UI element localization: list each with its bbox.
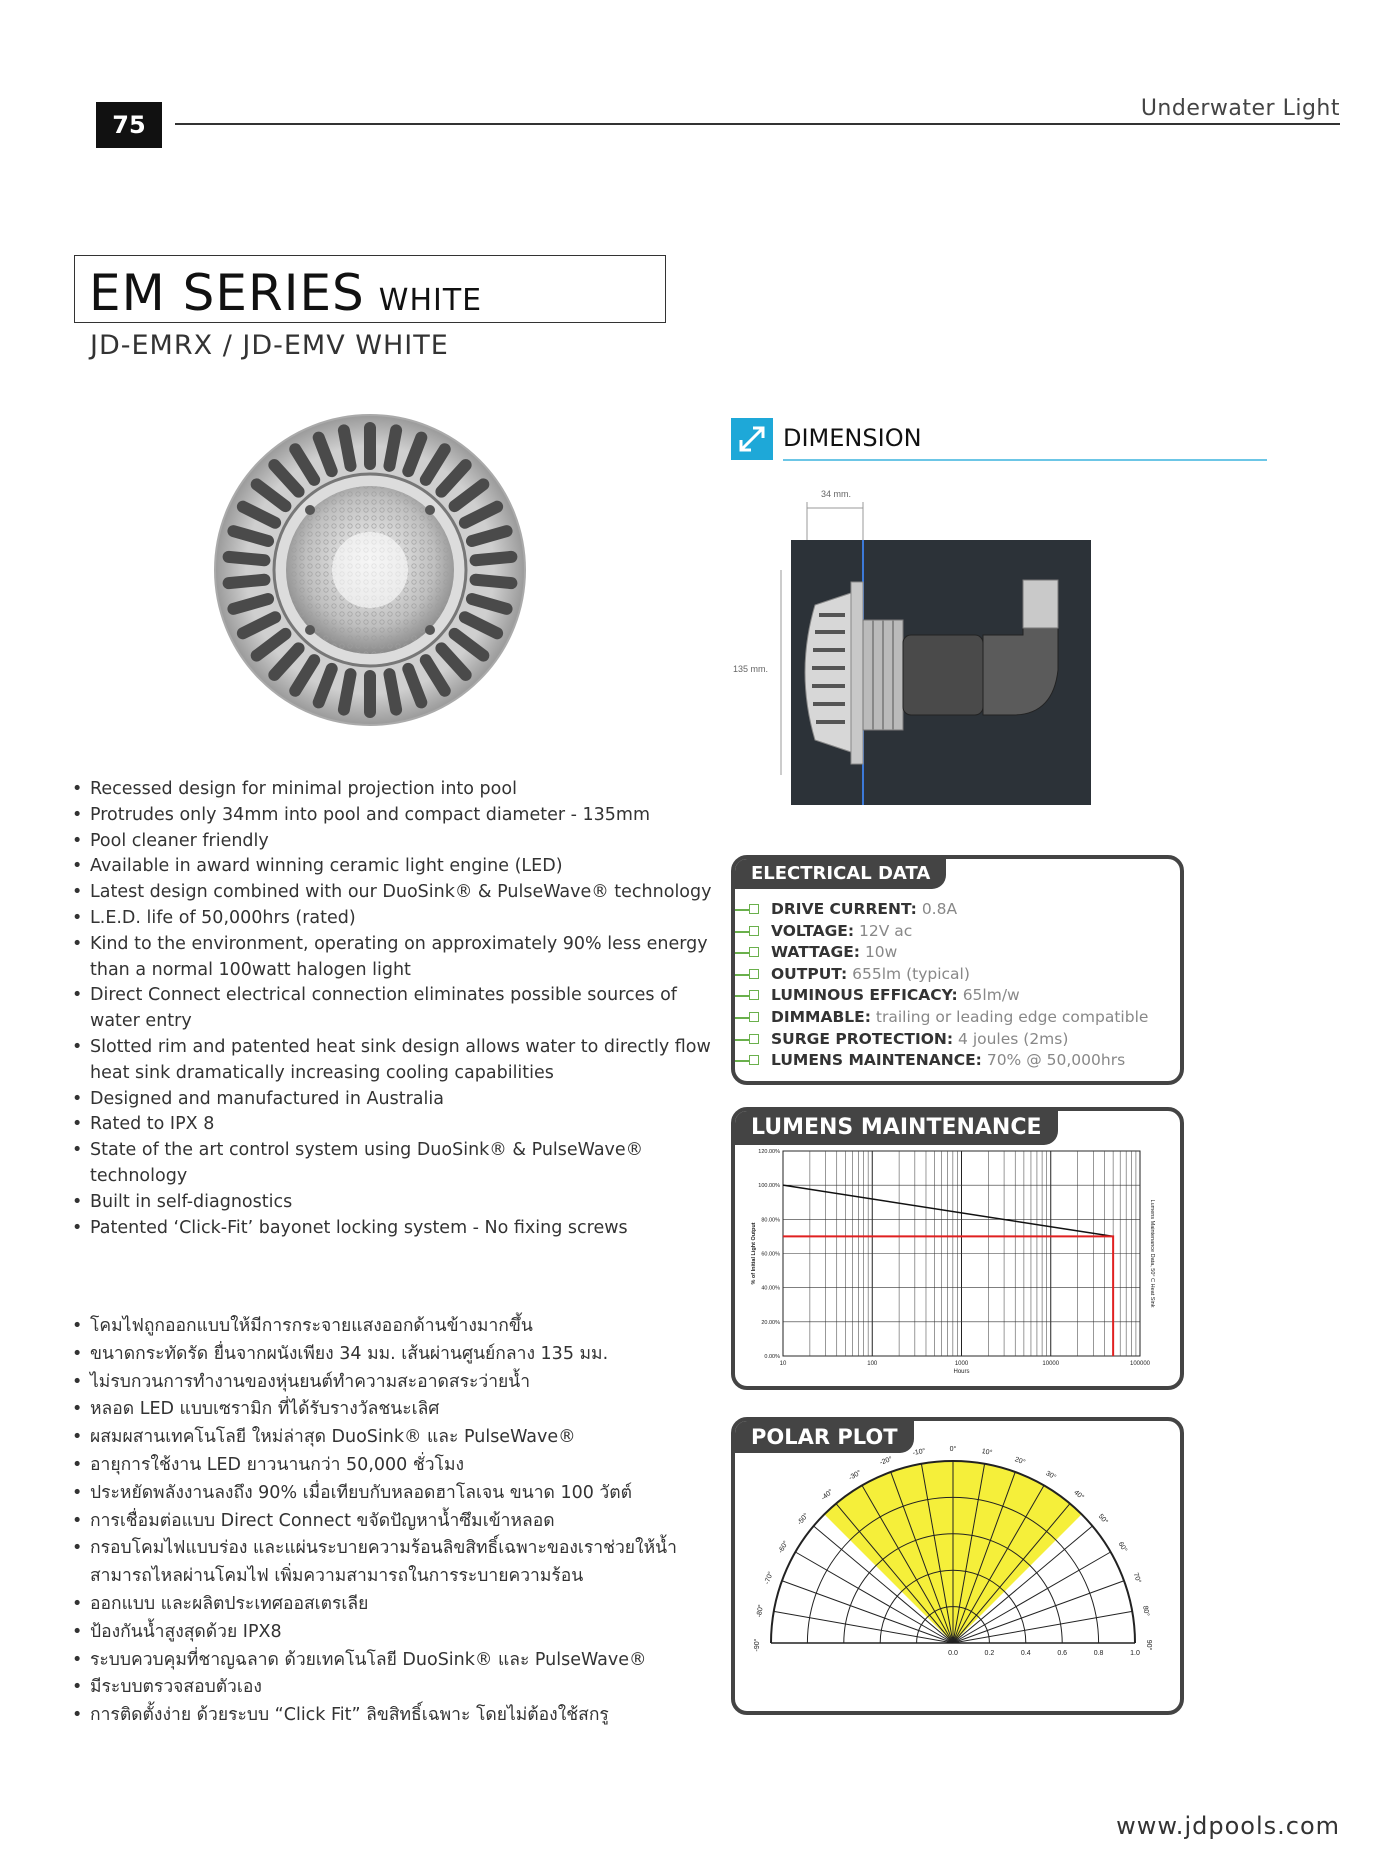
electrical-value: 65lm/w xyxy=(962,986,1020,1005)
electrical-label: DRIVE CURRENT: xyxy=(771,900,917,918)
feature-item-thai: • การเชื่อมต่อแบบ Direct Connect ขจัดปัญหาน้ำซึมเข้าหลอด xyxy=(72,1508,732,1536)
electrical-label: LUMENS MAINTENANCE: xyxy=(771,1051,982,1070)
feature-item: • Built in self-diagnostics xyxy=(72,1190,712,1216)
y-tick-label: 0.00% xyxy=(764,1354,780,1360)
feature-item-thai: • กรอบโคมไฟแบบร่อง และแผ่นระบายความร้อนลิขสิทธิ์เฉพาะของเราช่วยให้น้ำสามารถไหลผ่านโคมไฟ เพิ่มความสามารถในการระบายความร้อน xyxy=(72,1535,732,1591)
y-axis-label: % of Initial Light Output xyxy=(751,1222,757,1285)
footer-website: www.jdpools.com xyxy=(1116,1812,1340,1840)
y-tick-label: 20.00% xyxy=(761,1319,780,1326)
electrical-row xyxy=(735,942,1180,964)
electrical-value: trailing or leading edge compatible xyxy=(875,1007,1149,1026)
feature-item-thai: • ขนาดกระทัดรัด ยื่นจากผนังเพียง 34 มม. เส้นผ่านศูนย์กลาง 135 มม. xyxy=(72,1341,732,1369)
dimension-title: DIMENSION xyxy=(783,424,922,452)
row-marker xyxy=(749,1034,759,1044)
dimension-drawing xyxy=(733,490,1093,810)
feature-item: • Patented ‘Click-Fit’ bayonet locking system - No fixing screws xyxy=(72,1216,712,1242)
product-variant: WHITE xyxy=(378,283,483,318)
y-tick-label: 100.00% xyxy=(758,1183,780,1190)
angle-tick-label: 60° xyxy=(1116,1540,1128,1554)
radial-tick-label: 1.0 xyxy=(1130,1650,1140,1657)
angle-tick-label: -80° xyxy=(755,1604,766,1619)
x-tick-label: 10 xyxy=(779,1361,787,1367)
angle-tick-label: -50° xyxy=(796,1512,811,1527)
width-dimension-label: 34 mm. xyxy=(821,490,852,499)
electrical-data-title: ELECTRICAL DATA xyxy=(735,859,946,889)
feature-item-thai: • ป้องกันน้ำสูงสุดด้วย IPX8 xyxy=(72,1619,732,1647)
feature-item-thai: • ระบบควบคุมที่ชาญฉลาด ด้วยเทคโนโลยี DuoSink® และ PulseWave® xyxy=(72,1647,732,1675)
x-tick-label: 100 xyxy=(867,1361,878,1367)
dimension-underline xyxy=(783,459,1267,461)
feature-item-thai: • ไม่รบกวนการทำงานของหุ่นยนต์ทำความสะอาดสระว่ายน้ำ xyxy=(72,1369,732,1397)
electrical-data-panel xyxy=(731,855,1184,1085)
angle-tick-label: -60° xyxy=(777,1539,790,1555)
feature-item: • Rated to IPX 8 xyxy=(72,1112,712,1138)
x-tick-label: 100000 xyxy=(1129,1361,1151,1367)
y-tick-label: 40.00% xyxy=(761,1285,780,1292)
electrical-label: DIMMABLE: xyxy=(771,1007,871,1026)
polar-plot-panel xyxy=(731,1417,1184,1715)
feature-item-thai: • อายุการใช้งาน LED ยาวนานกว่า 50,000 ชั่วโมง xyxy=(72,1452,732,1480)
features-thai xyxy=(72,1313,732,1730)
electrical-row xyxy=(735,899,1180,921)
lumens-maintenance-panel xyxy=(731,1107,1184,1390)
radial-tick-label: 0.2 xyxy=(984,1650,995,1657)
feature-item-thai: • ออกแบบ และผลิตประเทศออสเตรเลีย xyxy=(72,1591,732,1619)
angle-tick-label: -40° xyxy=(820,1488,835,1503)
feature-item: • State of the art control system using DuoSink® & PulseWave® technology xyxy=(72,1138,712,1190)
row-marker xyxy=(749,947,759,957)
electrical-value: 10w xyxy=(864,943,898,962)
section-label: Underwater Light xyxy=(1140,96,1340,121)
electrical-label: OUTPUT: xyxy=(771,964,848,983)
feature-item: • Recessed design for minimal projection into pool xyxy=(72,777,712,803)
feature-item-thai: • ผสมผสานเทคโนโลยี ใหม่ล่าสุด DuoSink® และ PulseWave® xyxy=(72,1424,732,1452)
feature-item-thai: • โคมไฟถูกออกแบบให้มีการกระจายแสงออกด้านข้างมากขึ้น xyxy=(72,1313,732,1341)
title-box xyxy=(74,255,666,323)
radial-tick-label: 0.0 xyxy=(948,1650,958,1657)
feature-item: • Available in award winning ceramic light engine (LED) xyxy=(72,854,712,880)
angle-tick-label: -70° xyxy=(763,1570,775,1586)
feature-item: • L.E.D. life of 50,000hrs (rated) xyxy=(72,906,712,932)
angle-tick-label: -20° xyxy=(878,1455,894,1467)
feature-item: • Direct Connect electrical connection eliminates possible sources of water entry xyxy=(72,983,712,1035)
x-tick-label: 10000 xyxy=(1042,1361,1060,1367)
angle-tick-label: 20° xyxy=(1013,1456,1027,1467)
y-tick-label: 120.00% xyxy=(758,1149,780,1155)
product-series: EM SERIES xyxy=(89,264,365,322)
feature-item: • Protrudes only 34mm into pool and compact diameter - 135mm xyxy=(72,803,712,829)
angle-tick-label: 50° xyxy=(1096,1513,1109,1526)
polar-plot-chart xyxy=(735,1421,1172,1703)
product-photo xyxy=(210,410,530,730)
radial-tick-label: 0.4 xyxy=(1020,1650,1031,1657)
feature-item-thai: • ประหยัดพลังงานลงถึง 90% เมื่อเทียบกับหลอดฮาโลเจน ขนาด 100 วัตต์ xyxy=(72,1480,732,1508)
electrical-row xyxy=(735,1029,1180,1051)
angle-tick-label: -30° xyxy=(847,1469,863,1482)
lumens-maintenance-chart xyxy=(735,1111,1172,1378)
right-axis-label: Lumens Maintenance Data, 50° C Heat Sink xyxy=(1149,1199,1155,1308)
electrical-value: 70% @ 50,000hrs xyxy=(986,1051,1126,1070)
feature-item: • Pool cleaner friendly xyxy=(72,829,712,855)
electrical-value: 655lm (typical) xyxy=(852,964,970,983)
electrical-row xyxy=(735,985,1180,1007)
angle-tick-label: 70° xyxy=(1131,1571,1142,1585)
angle-tick-label: 30° xyxy=(1044,1470,1058,1482)
electrical-row xyxy=(735,1050,1180,1072)
angle-tick-label: 40° xyxy=(1072,1489,1085,1502)
polar-plot-title: POLAR PLOT xyxy=(735,1421,914,1453)
feature-item-thai: • มีระบบตรวจสอบตัวเอง xyxy=(72,1674,732,1702)
feature-item-thai: • การติดตั้งง่าย ด้วยระบบ “Click Fit” ลิขสิทธิ์เฉพาะ โดยไม่ต้องใช้สกรู xyxy=(72,1702,732,1730)
radial-tick-label: 0.6 xyxy=(1057,1650,1068,1657)
lumens-maintenance-title: LUMENS MAINTENANCE xyxy=(735,1111,1058,1145)
electrical-value: 12V ac xyxy=(859,921,913,940)
feature-item: • Slotted rim and patented heat sink design allows water to directly flow heat sink dramatically increasing cooling capabilities xyxy=(72,1035,712,1087)
electrical-label: SURGE PROTECTION: xyxy=(771,1029,954,1048)
electrical-row xyxy=(735,921,1180,943)
rim-slot xyxy=(364,670,376,718)
angle-tick-label: 80° xyxy=(1141,1605,1150,1617)
y-tick-label: 60.00% xyxy=(761,1251,780,1258)
angle-tick-label: -10° xyxy=(912,1447,927,1458)
row-marker xyxy=(749,990,759,1000)
electrical-label: WATTAGE: xyxy=(771,943,860,962)
electrical-value: 4 joules (2ms) xyxy=(958,1029,1069,1048)
angle-tick-label: 0° xyxy=(949,1446,957,1453)
feature-item: • Latest design combined with our DuoSink® & PulseWave® technology xyxy=(72,880,712,906)
features-english xyxy=(72,777,712,1241)
electrical-row xyxy=(735,964,1180,986)
row-marker xyxy=(749,904,759,914)
feature-item-thai: • หลอด LED แบบเซรามิก ที่ได้รับรางวัลชนะเลิศ xyxy=(72,1396,732,1424)
header-rule xyxy=(175,123,1340,125)
angle-tick-label: -90° xyxy=(754,1638,761,1652)
feature-item: • Designed and manufactured in Australia xyxy=(72,1087,712,1113)
x-tick-label: 1000 xyxy=(954,1361,969,1367)
row-marker xyxy=(749,926,759,936)
angle-tick-label: 10° xyxy=(981,1448,993,1457)
feature-item: • Kind to the environment, operating on approximately 90% less energy than a normal 100watt halogen light xyxy=(72,932,712,984)
row-marker xyxy=(749,969,759,979)
y-tick-label: 80.00% xyxy=(761,1217,780,1224)
product-title xyxy=(89,264,482,322)
x-axis-label: Hours xyxy=(953,1369,970,1375)
model-numbers: JD-EMRX / JD-EMV WHITE xyxy=(90,330,449,361)
electrical-label: VOLTAGE: xyxy=(771,921,855,940)
height-dimension-label: 135 mm. xyxy=(733,664,769,674)
row-marker xyxy=(749,1012,759,1022)
electrical-row xyxy=(735,1007,1180,1029)
electrical-value: 0.8A xyxy=(921,900,958,918)
rim-slot xyxy=(364,422,376,470)
page-number: 75 xyxy=(96,102,162,148)
row-marker xyxy=(749,1055,759,1065)
angle-tick-label: 90° xyxy=(1145,1639,1152,1651)
radial-tick-label: 0.8 xyxy=(1093,1650,1104,1657)
electrical-label: LUMINOUS EFFICACY: xyxy=(771,986,958,1005)
resize-arrow-icon xyxy=(731,418,773,460)
